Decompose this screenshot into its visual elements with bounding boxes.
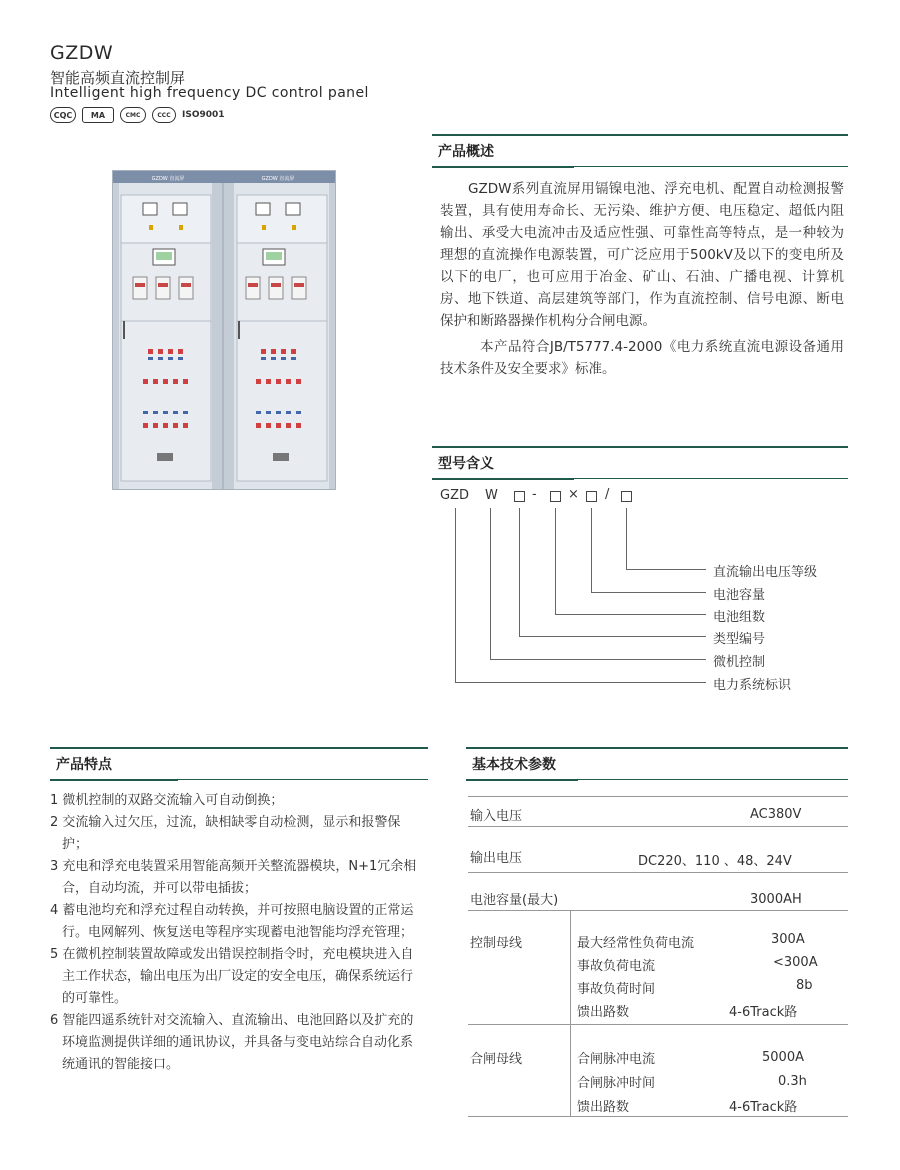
meaning-type-number: 类型编号 <box>713 632 766 647</box>
control-bus-item-2-value: <300A <box>773 955 818 970</box>
closing-bus-item-1-value: 5000A <box>762 1050 804 1065</box>
closing-bus-item-3-value: 4-6Track路 <box>729 1100 798 1115</box>
meaning-battery-groups: 电池组数 <box>713 610 766 625</box>
features-title: 产品特点 <box>56 757 112 773</box>
overview-title: 产品概述 <box>438 144 494 160</box>
feature-item-5: 5 在微机控制装置故障或发出错误控制指令时，充电模块进入自主工作状态，输出电压为出厂设定的安全电压，确保系统运行的可靠性。 <box>50 947 414 1006</box>
spec-output-voltage-value: DC220、110 、48、24V <box>638 854 792 869</box>
control-bus-item-1-name: 最大经常性负荷电流 <box>577 936 695 951</box>
closing-bus-item-2-value: 0.3h <box>778 1074 807 1089</box>
code-dash: - <box>532 487 537 502</box>
closing-bus-item-2-name: 合闸脉冲时间 <box>577 1076 656 1091</box>
product-name-cn: 智能高频直流控制屏 <box>50 69 186 87</box>
feature-item-3: 3 充电和浮充电装置采用智能高频开关整流器模块，N+1冗余相合，自动均流，并可以带电插拔； <box>50 859 417 896</box>
overview-paragraph-2: 本产品符合JB/T5777.4-2000《电力系统直流电源设备通用技术条件及安全要求》标准。 <box>440 339 844 377</box>
spec-battery-capacity-value: 3000AH <box>750 892 802 907</box>
panel-a-label: GZDW 直流屏 <box>151 176 185 182</box>
ccc-logo-icon: CCC <box>152 107 176 123</box>
product-name-en: Intelligent high frequency DC control panel <box>50 85 369 101</box>
product-model: GZDW <box>50 42 114 64</box>
control-bus-item-3-value: 8b <box>796 978 813 993</box>
meaning-voltage-level: 直流输出电压等级 <box>713 565 818 580</box>
feature-item-6: 6 智能四遥系统针对交流输入、直流输出、电池回路以及扩充的环境监测提供详细的通讯协议，并具备与变电站综合自动化系统通讯的智能接口。 <box>50 1013 414 1072</box>
spec-input-voltage-value: AC380V <box>750 807 802 822</box>
closing-bus-item-3-name: 馈出路数 <box>577 1100 630 1115</box>
specs-title: 基本技术参数 <box>472 757 556 773</box>
feature-item-2: 2 交流输入过欠压，过流，缺相缺零自动检测，显示和报警保护； <box>50 815 401 852</box>
code-w: W <box>485 488 498 503</box>
iso-label: ISO9001 <box>182 110 225 120</box>
control-bus-label: 控制母线 <box>470 936 523 951</box>
spec-battery-capacity-name: 电池容量(最大) <box>470 893 559 908</box>
cmc-logo-icon: CMC <box>120 107 146 123</box>
control-bus-item-1-value: 300A <box>771 932 805 947</box>
meaning-power-system-id: 电力系统标识 <box>713 678 792 693</box>
control-bus-item-4-value: 4-6Track路 <box>729 1005 798 1020</box>
control-bus-item-4-name: 馈出路数 <box>577 1005 630 1020</box>
control-bus-item-2-name: 事故负荷电流 <box>577 959 656 974</box>
feature-item-1: 1 微机控制的双路交流输入可自动倒换； <box>50 793 284 808</box>
feature-item-4: 4 蓄电池均充和浮充过程自动转换，并可按照电脑设置的正常运行。电网解列、恢复送电等程序实现蓄电池智能均浮充管理； <box>50 903 414 940</box>
model-meaning-title: 型号含义 <box>438 456 494 472</box>
panel-b-label: GZDW 直流屏 <box>261 176 295 182</box>
meaning-battery-capacity: 电池容量 <box>713 588 766 603</box>
cqc-logo-icon: CQC <box>50 107 76 123</box>
code-gzd: GZD <box>440 488 469 503</box>
spec-input-voltage-name: 输入电压 <box>470 809 523 824</box>
overview-paragraph-1: GZDW系列直流屏用镉镍电池、浮充电机、配置自动检测报警装置，具有使用寿命长、无污染、维护方便、电压稳定、超低内阻输出、承受大电流冲击及适应性强、可靠性高等特点，是一种较为理想的直流操作电源装置，可广泛应用于500kV及以下的变电所及以下的电厂，也可应用于冶金、矿山、石油、广播电视、计算机房、地下铁道、高层建筑等部门，作为直流控制、信号电源、断电保护和断路器操作机构分合闸电源。 <box>440 181 844 329</box>
control-bus-item-3-name: 事故负荷时间 <box>577 982 656 997</box>
code-slash: / <box>605 487 610 502</box>
meaning-microcontrol: 微机控制 <box>713 655 766 670</box>
closing-bus-label: 合闸母线 <box>470 1052 523 1067</box>
code-times: × <box>568 487 579 502</box>
cma-logo-icon: MA <box>82 107 114 123</box>
closing-bus-item-1-name: 合闸脉冲电流 <box>577 1052 656 1067</box>
spec-output-voltage-name: 输出电压 <box>470 851 523 866</box>
